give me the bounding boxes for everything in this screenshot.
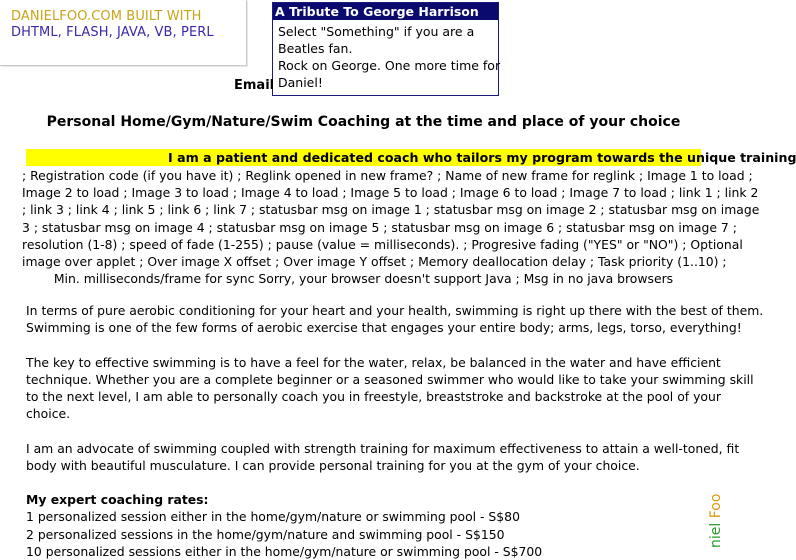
tribute-line: Beatles fan.	[278, 41, 353, 56]
tribute-line: Rock on George. One more time for	[278, 58, 501, 73]
paragraph-line: technique. Whether you are a complete beginner or a seasoned swimmer who would like to take your swimming skill	[26, 371, 754, 387]
site-banner	[0, 0, 247, 66]
params-line: ; Registration code (if you have it) ; Reglink opened in new frame? ; Name of new frame for reglink ; Image 1 to load ;	[22, 168, 753, 183]
rates-heading: My expert coaching rates:	[26, 492, 209, 508]
paragraph-line: choice.	[26, 406, 71, 422]
page-headline: Personal Home/Gym/Nature/Swim Coaching at the time and place of your choice	[46, 114, 681, 130]
rates-section	[26, 491, 716, 560]
params-line: Image 2 to load ; Image 3 to load ; Image 4 to load ; Image 5 to load ; Image 6 to load ; Image 7 to load ; link 1 ; link 2	[22, 185, 759, 201]
paragraph-line: The key to effective swimming is to have a feel for the water, relax, be balanced in the water and have efficient	[26, 354, 721, 370]
marquee-text: I am a patient and dedicated coach who tailors my program towards the unique training	[168, 150, 796, 165]
paragraph-line: I am an advocate of swimming coupled with strength training for maximum effectiveness to attain a well-toned, fit	[26, 440, 740, 456]
params-line: image over applet ; Over image X offset ; Over image Y offset ; Memory deallocation delay ; Task priority (1..10) ;	[22, 254, 727, 270]
params-line: ; link 3 ; link 4 ; link 5 ; link 6 ; link 7 ; statusbar msg on image 1 ; statusbar msg on image 2 ; statusbar msg on image	[22, 202, 760, 218]
params-line: 3 ; statusbar msg on image 4 ; statusbar msg on image 5 ; statusbar msg on image 6 ; statusbar msg on image 7 ;	[22, 219, 737, 235]
paragraph-line: to the next level, I am able to personally coach you in freestyle, breaststroke and backstroke at the pool of your	[26, 389, 721, 404]
paragraph-line: In terms of pure aerobic conditioning for your heart and your health, swimming is right up there with the best of them.	[26, 303, 764, 318]
side-logo	[706, 488, 726, 548]
tribute-popup	[272, 2, 499, 96]
paragraph-strength	[26, 440, 740, 474]
banner-line-2: DHTML, FLASH, JAVA, VB, PERL	[11, 25, 214, 40]
rate-item: 10 personalized sessions either in the home/gym/nature or swimming pool - S$700	[26, 543, 543, 559]
side-logo-part-2: Foo	[708, 493, 724, 519]
tribute-line: Daniel!	[278, 75, 323, 90]
paragraph-line: body with beautiful musculature. I can provide personal training for you at the gym of your choice.	[26, 457, 640, 473]
rate-item: 1 personalized session either in the home/gym/nature or swimming pool - S$80	[26, 509, 520, 525]
tribute-line: Select "Something" if you are a	[278, 24, 475, 39]
side-logo-part-1: niel	[708, 518, 724, 548]
paragraph-technique	[26, 354, 754, 423]
banner-line-1: DANIELFOO.COM BUILT WITH	[11, 9, 202, 24]
tribute-title: A Tribute To George Harrison	[273, 3, 498, 20]
paragraph-line: Swimming is one of the few forms of aerobic exercise that engages your entire body; arms, legs, torso, everything!	[26, 320, 742, 336]
paragraph-aerobic	[26, 302, 764, 336]
applet-params-text	[22, 167, 760, 287]
params-line: Min. milliseconds/frame for sync Sorry, your browser doesn't support Java ; Msg in no java browsers	[53, 271, 674, 287]
params-line: resolution (1-8) ; speed of fade (1-255) ; pause (value = milliseconds). ; Progresive fading ("YES" or "NO") ; Optional	[22, 236, 743, 252]
main-content	[26, 302, 764, 560]
tribute-body	[273, 20, 501, 91]
marquee-banner	[26, 149, 796, 166]
rate-item: 2 personalized sessions in the home/gym/nature and swimming pool - S$150	[26, 526, 505, 542]
email-link[interactable]: Email	[234, 78, 275, 93]
